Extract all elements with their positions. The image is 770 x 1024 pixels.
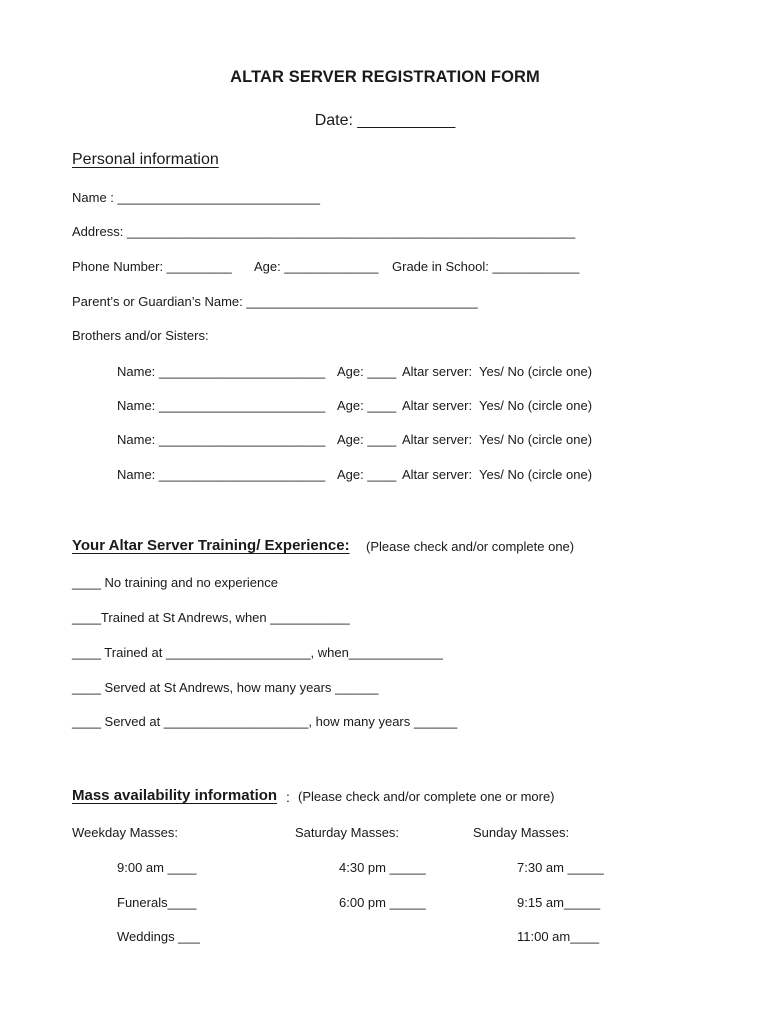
training-option[interactable]: ____ No training and no experience: [72, 575, 278, 590]
sunday-mass-option[interactable]: 9:15 am_____: [517, 895, 601, 910]
address-field[interactable]: Address: ______________________________________________________________: [72, 224, 576, 239]
training-hint: (Please check and/or complete one): [366, 539, 575, 554]
sibling-altar-server-choice[interactable]: Altar server: Yes/ No (circle one): [402, 364, 593, 379]
weekday-mass-option[interactable]: Weddings ___: [117, 929, 200, 944]
grade-field[interactable]: Grade in School: ____________: [392, 259, 580, 274]
training-option[interactable]: ____ Trained at ____________________, when_____________: [72, 645, 443, 660]
phone-field[interactable]: Phone Number: _________: [72, 259, 232, 274]
siblings-label: Brothers and/or Sisters:: [72, 328, 209, 343]
sibling-name-field[interactable]: Name: _______________________: [117, 364, 326, 379]
mass-heading-colon: :: [286, 789, 290, 805]
training-option[interactable]: ____ Served at St Andrews, how many years ______: [72, 680, 379, 695]
training-heading: Your Altar Server Training/ Experience:: [72, 537, 350, 554]
name-field[interactable]: Name : ____________________________: [72, 190, 320, 205]
weekday-mass-option[interactable]: 9:00 am ____: [117, 860, 197, 875]
mass-availability-heading: Mass availability information: [72, 787, 278, 804]
sunday-mass-option[interactable]: 7:30 am _____: [517, 860, 604, 875]
sibling-age-field[interactable]: Age: ____: [337, 398, 397, 413]
sibling-name-field[interactable]: Name: _______________________: [117, 432, 326, 447]
age-field[interactable]: Age: _____________: [254, 259, 379, 274]
sibling-altar-server-choice[interactable]: Altar server: Yes/ No (circle one): [402, 467, 593, 482]
sunday-mass-option[interactable]: 11:00 am____: [517, 929, 600, 944]
training-option[interactable]: ____ Served at ____________________, how many years ______: [72, 714, 458, 729]
training-option[interactable]: ____Trained at St Andrews, when ___________: [72, 610, 350, 625]
sibling-altar-server-choice[interactable]: Altar server: Yes/ No (circle one): [402, 432, 593, 447]
saturday-mass-option[interactable]: 6:00 pm _____: [339, 895, 426, 910]
sibling-name-field[interactable]: Name: _______________________: [117, 467, 326, 482]
sibling-altar-server-choice[interactable]: Altar server: Yes/ No (circle one): [402, 398, 593, 413]
guardian-name-field[interactable]: Parent’s or Guardian’s Name: ________________________________: [72, 294, 478, 309]
sunday-masses-label: Sunday Masses:: [473, 825, 570, 840]
mass-availability-hint: (Please check and/or complete one or more): [298, 789, 555, 804]
personal-info-heading: Personal information: [72, 151, 219, 168]
sibling-age-field[interactable]: Age: ____: [337, 364, 397, 379]
weekday-masses-label: Weekday Masses:: [72, 825, 178, 840]
date-field[interactable]: Date: ___________: [314, 112, 456, 129]
saturday-mass-option[interactable]: 4:30 pm _____: [339, 860, 426, 875]
weekday-mass-option[interactable]: Funerals____: [117, 895, 197, 910]
sibling-age-field[interactable]: Age: ____: [337, 467, 397, 482]
sibling-age-field[interactable]: Age: ____: [337, 432, 397, 447]
form-title: ALTAR SERVER REGISTRATION FORM: [230, 68, 540, 86]
saturday-masses-label: Saturday Masses:: [295, 825, 400, 840]
sibling-name-field[interactable]: Name: _______________________: [117, 398, 326, 413]
